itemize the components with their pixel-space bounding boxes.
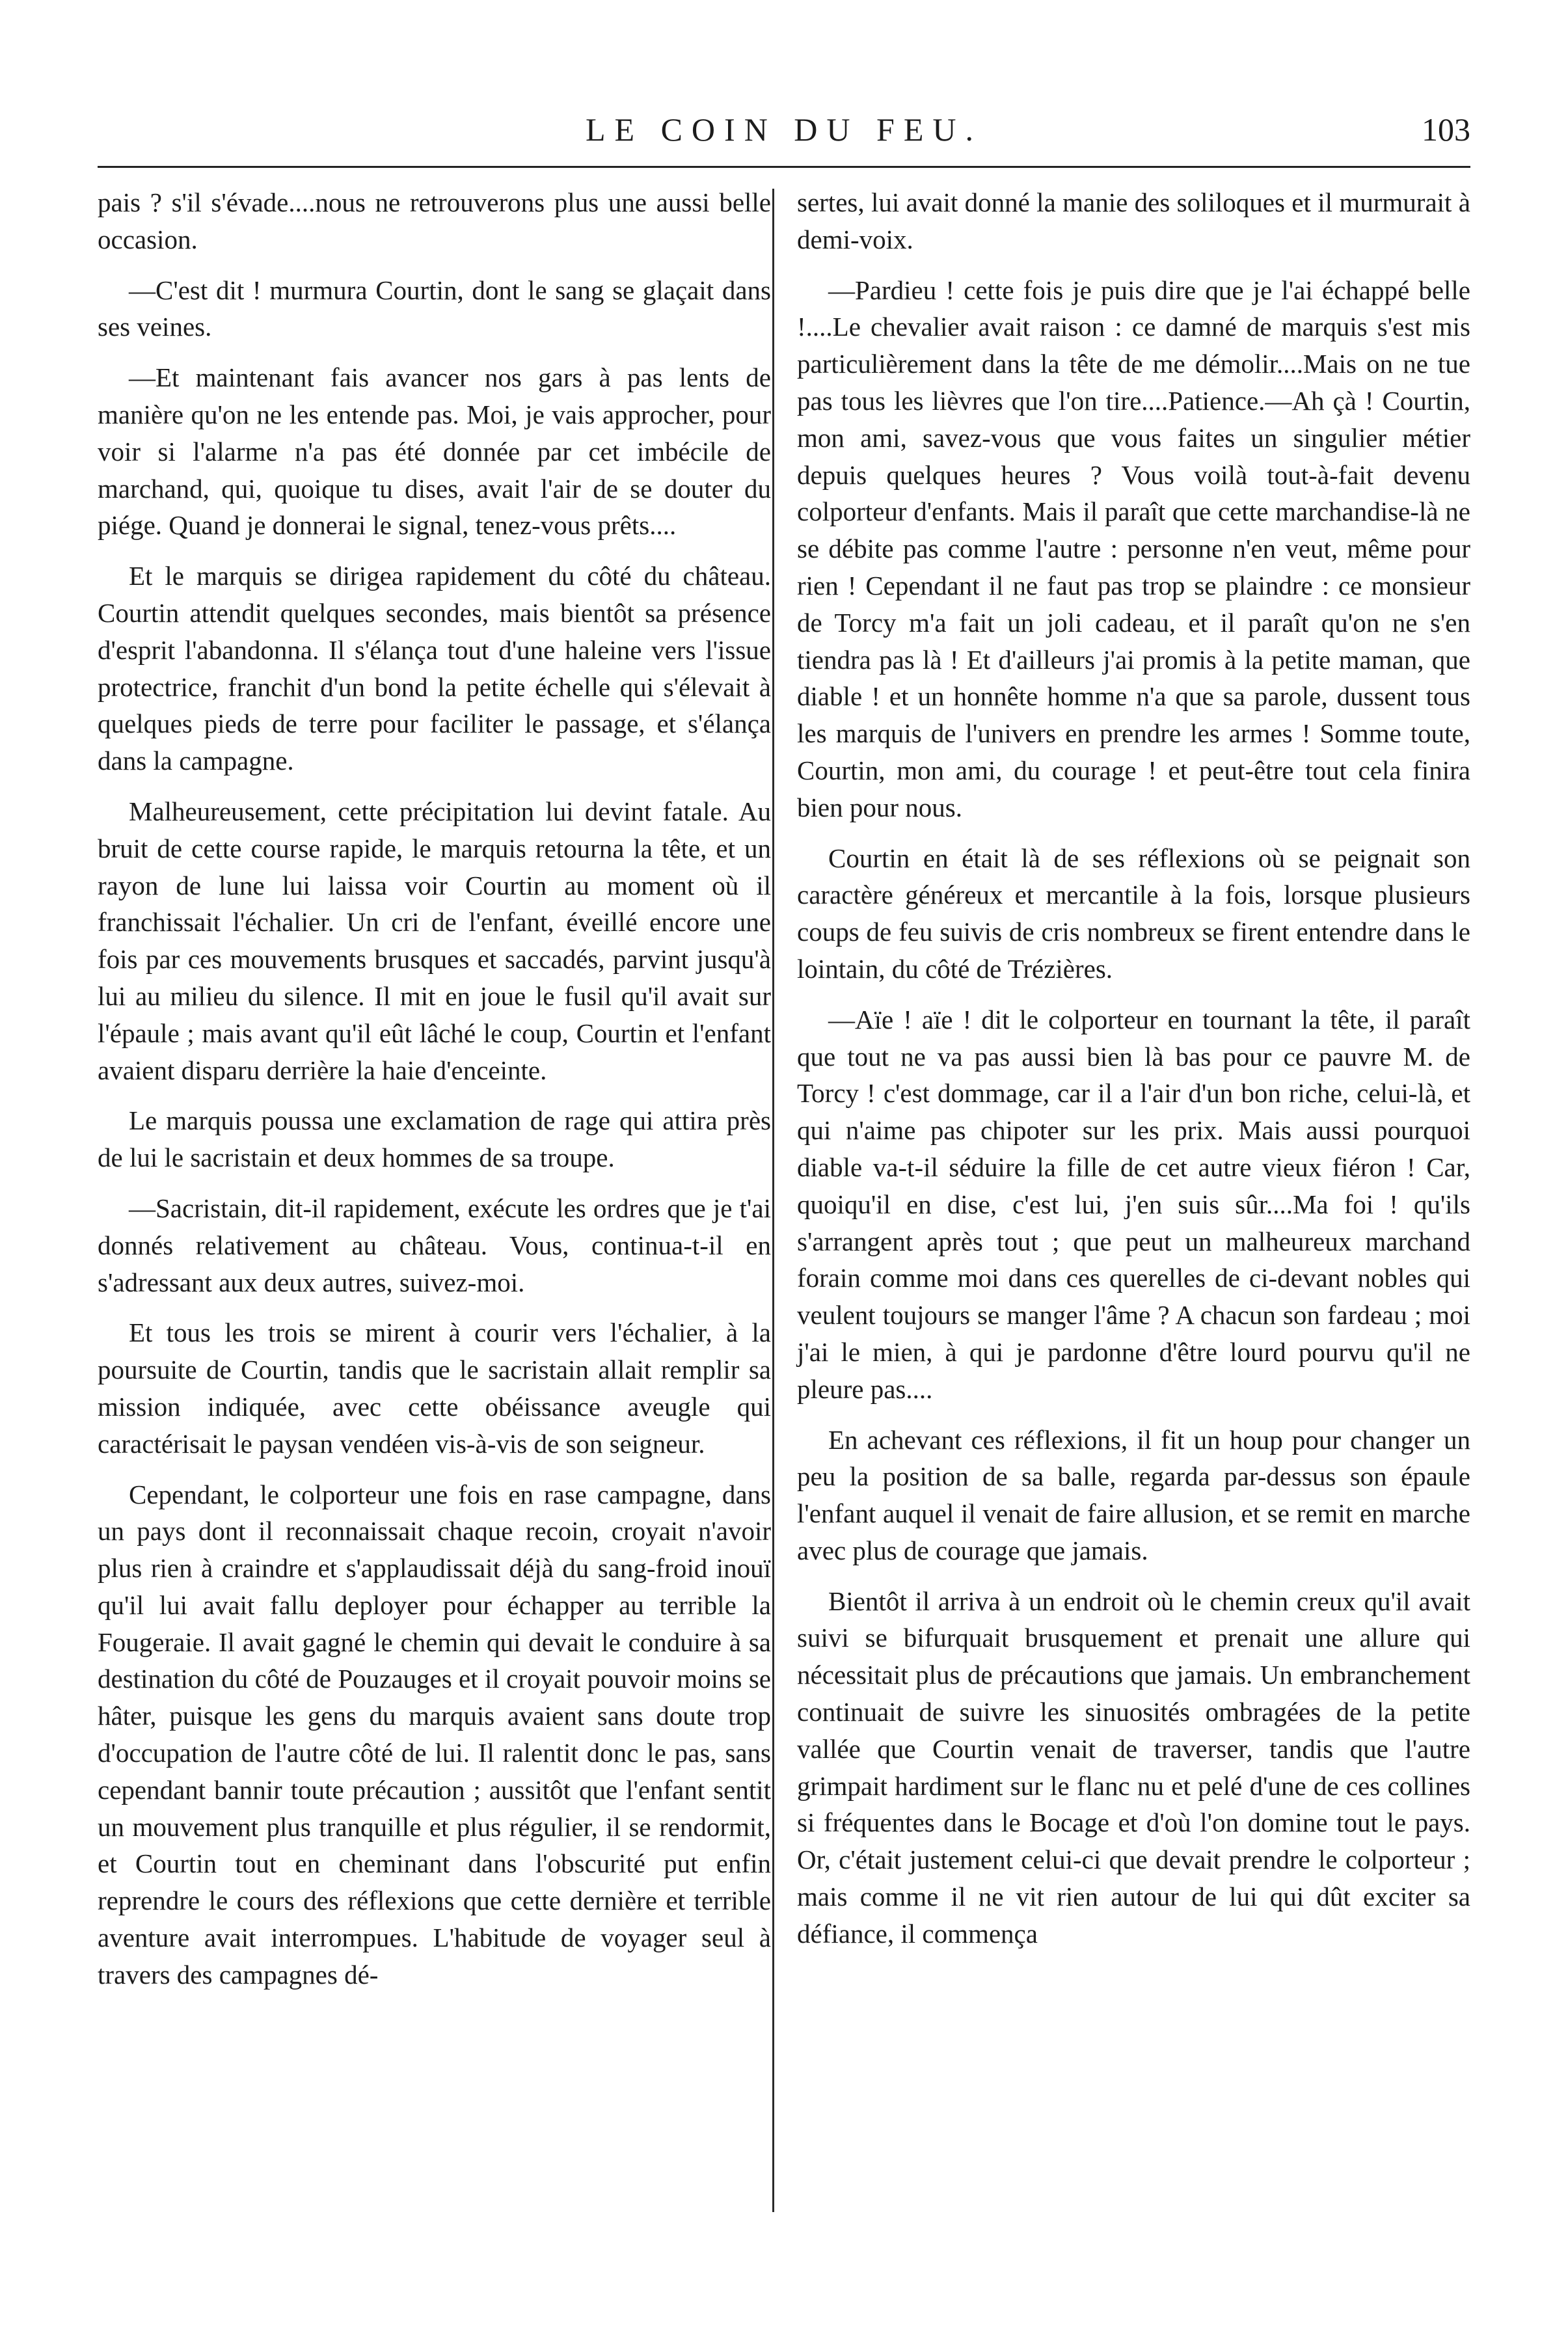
paragraph: sertes, lui avait donné la manie des soliloques et il murmurait à demi-voix. — [797, 187, 1470, 254]
left-column — [98, 184, 771, 1993]
paragraph: Cependant, le colporteur une fois en rase campagne, dans un pays dont il reconnaissait chaque recoin, croyait n'avoir plus rien à craindre et s'applaudissait déjà du sang-froid inouï qu'il lui avait fallu deployer pour échapper au terrible la Fougeraie. Il avait gagné le chemin qui devait le conduire à sa destination du côté de Pouzauges et il croyait pouvoir moins se hâter, puisque les gens du marquis avaient sans doute trop d'occupation de l'autre côté de lui. Il ralentit donc le pas, sans cependant bannir toute précaution ; aussitôt que l'enfant sentit un mouvement plus tranquille et plus régulier, il se rendormit, et Courtin tout en cheminant dans l'obscurité put enfin reprendre le cours des réflexions que cette dernière et terrible aventure avait interrompues. L'habitude de voyager seul à travers des campagnes dé- — [98, 1479, 771, 1990]
paragraph: Le marquis poussa une exclamation de rage qui attira près de lui le sacristain et deux hommes de sa troupe. — [98, 1105, 771, 1173]
running-title: LE COIN DU FEU. — [586, 111, 982, 148]
running-head — [98, 111, 1470, 156]
paragraph: —Et maintenant fais avancer nos gars à pas lents de manière qu'on ne les entende pas. Moi, je vais approcher, pour voir si l'alarme n'a pas été donnée par cet imbécile de marchand, qui, quoique tu dises, avait l'air de se douter du piége. Quand je donnerai le signal, tenez-vous prêts.... — [98, 362, 771, 541]
paragraph: Malheureusement, cette précipitation lui devint fatale. Au bruit de cette course rapide, le marquis retourna la tête, et un rayon de lune lui laissa voir Courtin au moment où il franchissait l'échalier. Un cri de l'enfant, éveillé encore une fois par ces mouvements brusques et saccadés, parvint jusqu'à lui au milieu du silence. Il mit en joue le fusil qu'il avait sur l'épaule ; mais avant qu'il eût lâché le coup, Courtin et l'enfant avaient disparu derrière la haie d'enceinte. — [98, 796, 771, 1085]
paragraph: —Aïe ! aïe ! dit le colporteur en tournant la tête, il paraît que tout ne va pas aussi bien là bas pour ce pauvre M. de Torcy ! c'est dommage, car il a l'air d'un bon riche, celui-là, et qui n'aime pas chipoter sur les prix. Mais aussi pourquoi diable va-t-il séduire la fille de cet autre vieux fiéron ! Car, quoiqu'il en dise, c'est lui, j'en suis sûr....Ma foi ! qu'ils s'arrangent après tout ; que peut un malheureux marchand forain comme moi dans ces querelles de ci-devant nobles qui veulent toujours se manger l'âme ? A chacun son fardeau ; moi j'ai le mien, à qui je pardonne d'être lourd pourvu qu'il ne pleure pas.... — [797, 1004, 1470, 1404]
header-rule — [98, 166, 1470, 168]
paragraph: En achevant ces réflexions, il fit un houp pour changer un peu la position de sa balle, regarda par-dessus son épaule l'enfant auquel il venait de faire allusion, et se remit en marche avec plus de courage que jamais. — [797, 1424, 1470, 1565]
paragraph: —Pardieu ! cette fois je puis dire que je l'ai échappé belle !....Le chevalier avait raison : ce damné de marquis s'est mis particulièrement dans la tête de me démolir....Mais on ne tue pas tous les lièvres que l'on tire....Patience.—Ah çà ! Courtin, mon ami, savez-vous que vous faites un singulier métier depuis quelques heures ? Vous voilà tout-à-fait devenu colporteur d'enfants. Mais il paraît que cette marchandise-là ne se débite pas comme l'autre : personne n'en veut, même pour rien ! Cependant il ne faut pas trop se plaindre : ce monsieur de Torcy m'a fait un joli cadeau, et il paraît qu'on ne s'en tiendra pas là ! Et d'ailleurs j'ai promis à la petite maman, que diable ! et un honnête homme n'a que sa parole, dussent tous les marquis de l'univers en prendre les armes ! Somme toute, Courtin, mon ami, du courage ! et peut-être tout cela finira bien pour nous. — [797, 275, 1470, 822]
right-column — [797, 184, 1470, 1952]
paragraph: Courtin en était là de ses réflexions où se peignait son caractère généreux et mercantile à la fois, lorsque plusieurs coups de feu suivis de cris nombreux se firent entendre dans le lointain, du côté de Trézières. — [797, 843, 1470, 984]
paragraph: pais ? s'il s'évade....nous ne retrouverons plus une aussi belle occasion. — [98, 187, 771, 254]
paragraph: Et le marquis se dirigea rapidement du côté du château. Courtin attendit quelques secondes, mais bientôt sa présence d'esprit l'abandonna. Il s'élança tout d'une haleine vers l'issue protectrice, franchit d'un bond la petite échelle qui s'élevait à quelques pieds de terre pour faciliter le passage, et s'élança dans la campagne. — [98, 561, 771, 776]
paragraph: —C'est dit ! murmura Courtin, dont le sang se glaçait dans ses veines. — [98, 275, 771, 342]
paragraph: Bientôt il arriva à un endroit où le chemin creux qu'il avait suivi se bifurquait brusquement et prenait une allure qui nécessitait plus de précautions que jamais. Un embranchement continuait de suivre les sinuosités ombragées de la petite vallée que Courtin venait de traverser, tandis que l'autre grimpait hardiment sur le flanc nu et pelé d'une de ces collines si fréquentes dans le Bocage et d'où l'on domine tout le pays. Or, c'était justement celui-ci que devait prendre le colporteur ; mais comme il ne vit rien autour de lui qui dût exciter sa défiance, il commença — [797, 1586, 1470, 1949]
paragraph: Et tous les trois se mirent à courir vers l'échalier, à la poursuite de Courtin, tandis que le sacristain allait remplir sa mission indiquée, avec cette obéissance aveugle qui caractérisait le paysan vendéen vis-à-vis de son seigneur. — [98, 1317, 771, 1459]
column-divider — [772, 189, 774, 2212]
page-number: 103 — [1422, 111, 1470, 148]
paragraph: —Sacristain, dit-il rapidement, exécute les ordres que je t'ai donnés relativement au château. Vous, continua-t-il en s'adressant aux deux autres, suivez-moi. — [98, 1193, 771, 1297]
